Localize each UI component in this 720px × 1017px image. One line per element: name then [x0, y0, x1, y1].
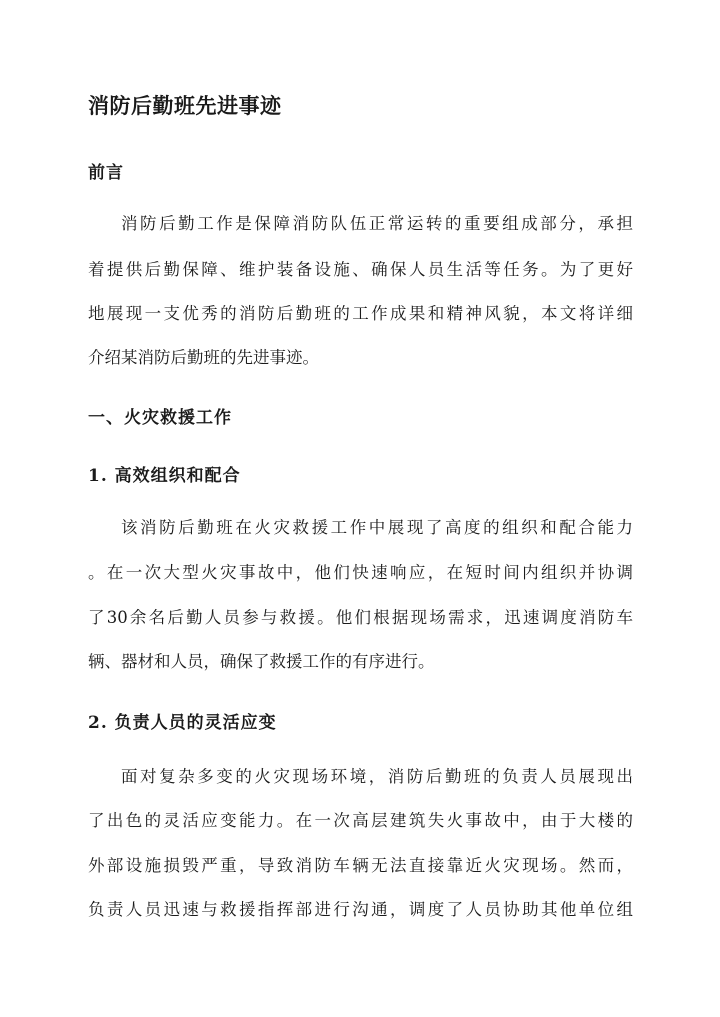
paragraph-line: 地展现一支优秀的消防后勤班的工作成果和精神风貌，本文将详细 [88, 304, 633, 323]
paragraph-line: 该消防后勤班在火灾救援工作中展现了高度的组织和配合能力 [121, 518, 633, 537]
section-heading-fire-rescue: 一、火灾救援工作 [88, 408, 232, 428]
paragraph-line: 了出色的灵活应变能力。在一次高层建筑失火事故中，由于大楼的 [88, 811, 633, 830]
paragraph-line: 消防后勤工作是保障消防队伍正常运转的重要组成部分，承担 [121, 214, 633, 233]
paragraph-line: 了30余名后勤人员参与救援。他们根据现场需求，迅速调度消防车 [88, 608, 633, 627]
subsection-heading-organization: 1. 高效组织和配合 [88, 466, 241, 486]
preface-heading: 前言 [88, 163, 124, 183]
paragraph-line: 负责人员迅速与救援指挥部进行沟通，调度了人员协助其他单位组 [88, 900, 633, 919]
paragraph-line: 辆、器材和人员，确保了救援工作的有序进行。 [88, 652, 435, 671]
paragraph-line: 介绍某消防后勤班的先进事迹。 [88, 348, 319, 367]
paragraph-line: 着提供后勤保障、维护装备设施、确保人员生活等任务。为了更好 [88, 260, 633, 279]
subsection-heading-adaptability: 2. 负责人员的灵活应变 [88, 713, 277, 733]
paragraph-line: 外部设施损毁严重，导致消防车辆无法直接靠近火灾现场。然而， [88, 856, 633, 875]
document-title: 消防后勤班先进事迹 [88, 93, 282, 118]
paragraph-line: 面对复杂多变的火灾现场环境，消防后勤班的负责人员展现出 [121, 767, 633, 786]
paragraph-line: 。在一次大型火灾事故中，他们快速响应，在短时间内组织并协调 [88, 563, 633, 582]
